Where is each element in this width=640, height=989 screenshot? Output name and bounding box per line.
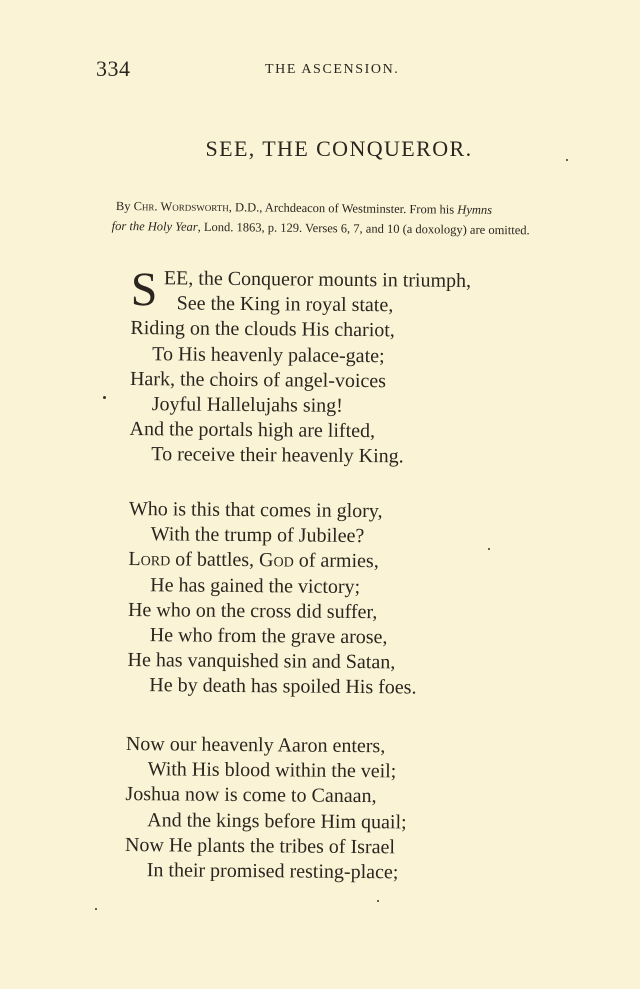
page-number: 334: [96, 56, 131, 81]
stanza-1: [129, 263, 472, 470]
verse-line: He who on the cross did suffer,: [127, 598, 378, 623]
ink-speck: [103, 396, 106, 399]
god-smallcaps: God: [259, 549, 294, 572]
ink-speck: [95, 908, 97, 910]
verse-line: Now our heavenly Aaron enters,: [125, 732, 386, 758]
stanza-2: [127, 497, 418, 701]
ink-speck: [566, 159, 568, 161]
verse-line: To His heavenly palace-gate;: [152, 342, 385, 367]
verse-line: See the King in royal state,: [176, 292, 394, 317]
verse-line: Who is this that comes in glory,: [128, 497, 383, 523]
verse-line: He has vanquished sin and Satan,: [127, 649, 396, 674]
book-title: Hymns: [457, 202, 493, 217]
verse-line: He by death has spoiled His foes.: [149, 674, 417, 699]
book-title-cont: for the Holy Year: [111, 218, 198, 234]
verse-line: Riding on the clouds His chariot,: [130, 317, 395, 342]
author-name: Chr. Wordsworth: [133, 199, 229, 215]
verse-line: And the portals high are lifted,: [129, 418, 376, 443]
ink-speck: [377, 900, 379, 902]
verse-line: He has gained the victory;: [150, 573, 361, 598]
verse-line: With the trump of Jubilee?: [150, 523, 365, 548]
verse-line: To receive their heavenly King.: [151, 443, 404, 468]
verse-line: Joshua now is come to Canaan,: [125, 783, 377, 808]
verse-line: Now He plants the tribes of Israel: [124, 833, 396, 859]
stanza-3: [125, 732, 408, 886]
verse-line: Hark, the choirs of angel-voices: [129, 367, 387, 392]
verse-line: Joyful Hallelujahs sing!: [151, 393, 343, 417]
verse-line: With His blood within the veil;: [147, 758, 397, 783]
attribution-line-2: for the Holy Year, Lond. 1863, p. 129. Verses 6, 7, and 10 (a doxology) are omitted.: [111, 218, 530, 238]
verse-line: Lord of battles, God of armies,: [128, 548, 379, 573]
verse-line: S EE, the Conqueror mounts in triumph,: [130, 263, 472, 317]
ink-speck: [488, 548, 490, 550]
running-head: THE ASCENSION.: [265, 62, 400, 77]
drop-cap: S: [130, 263, 158, 317]
hymn-title: SEE, THE CONQUEROR.: [205, 136, 473, 161]
attribution-line-1: By Chr. Wordsworth, D.D., Archdeacon of Westminster. From his Hymns: [115, 198, 493, 217]
verse-line: And the kings before Him quail;: [147, 808, 407, 834]
verse-line: He who from the grave arose,: [149, 624, 388, 649]
lord-smallcaps: Lord: [128, 548, 171, 571]
attribution-note: [111, 196, 588, 241]
verse-line: In their promised resting-place;: [146, 859, 399, 884]
